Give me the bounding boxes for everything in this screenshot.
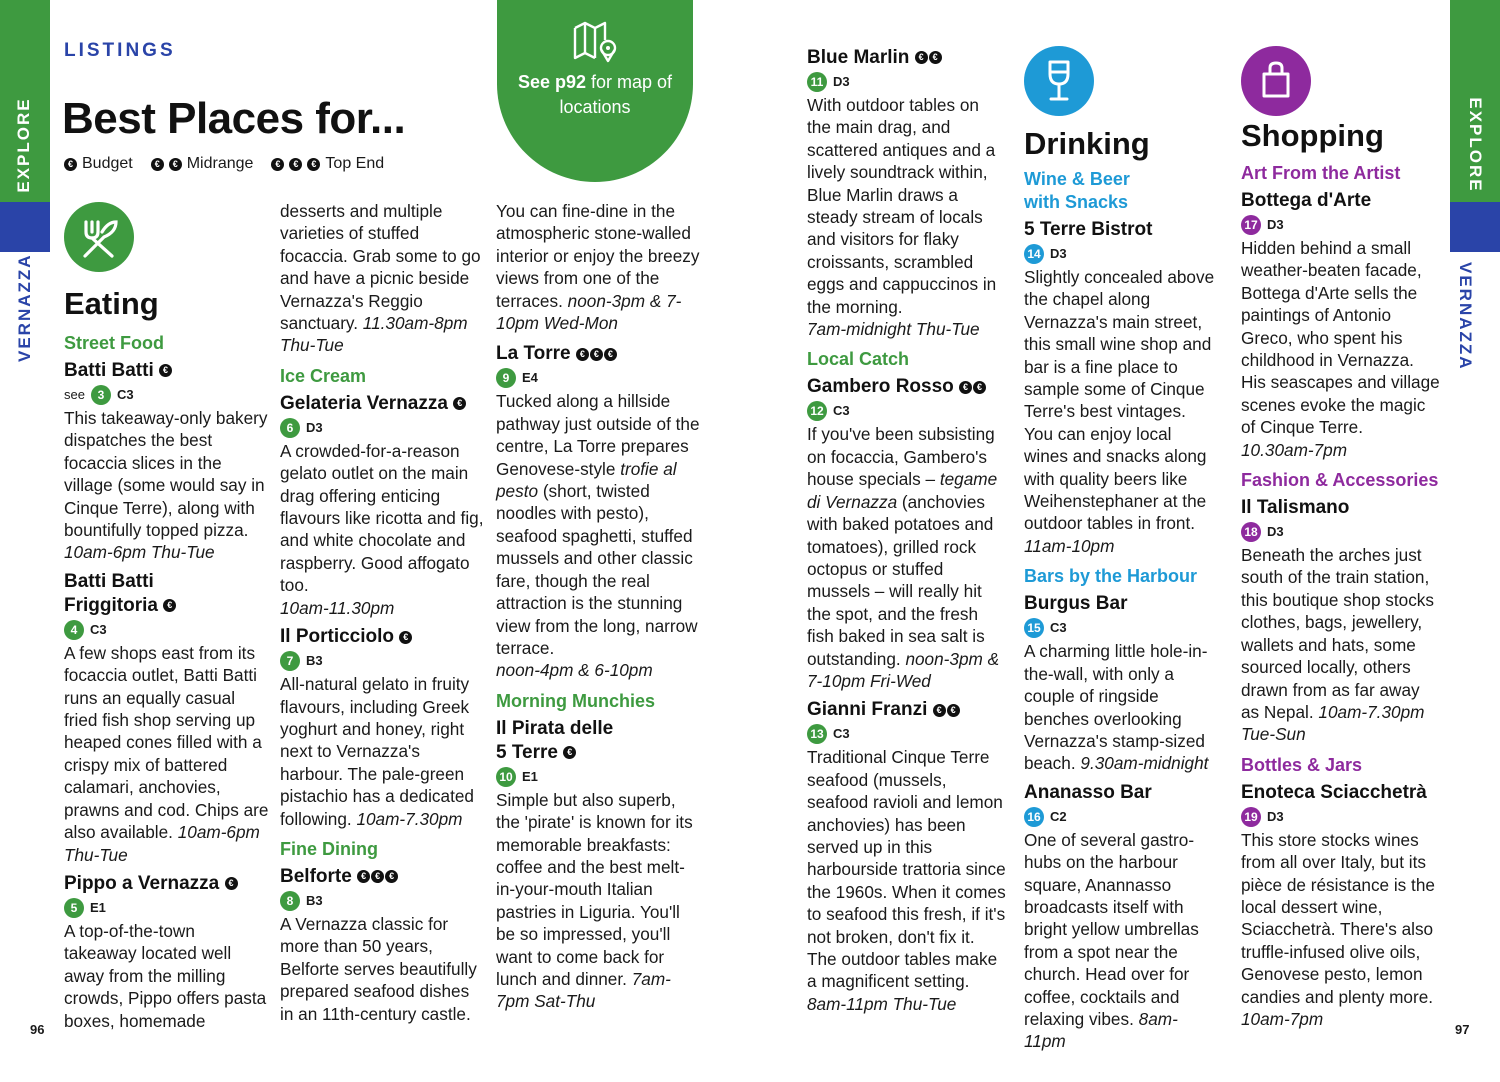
map-ref: 15 C3 [1024,616,1219,640]
map-ref: 8 B3 [280,889,485,913]
listing-desc: A few shops east from its focaccia outlet, Batti Batti runs an equally casual fried fish shop serving up heaped cones filled with a crispy mix of battered calamari, anchovies, prawns and cod. Chips are also available. 10am-6pm Thu-Tue [64,642,269,865]
listing-name[interactable]: Batti Batti Friggitoria € [64,570,269,618]
listing-name[interactable]: La Torre € € € [496,342,701,366]
listing-name[interactable]: Il Talismano [1241,497,1350,519]
map-ref: 14 D3 [1024,242,1219,266]
wine-glass-icon [1024,46,1094,116]
shopping-bag-icon [1241,46,1311,116]
ice-cream-heading: Ice Cream [280,365,367,386]
listing-name[interactable]: Gambero Rosso € € [807,375,1007,399]
fashion-heading: Fashion & Accessories [1241,470,1439,491]
listing-desc: All-natural gelato in fruity flavours, including Greek yoghurt and honey, right next to Vernazza's harbour. The pale-green pistachio has a dedicated following. 10am-7.30pm [280,674,474,829]
map-ref: 16 C2 [1024,805,1219,829]
map-ref: 9 E4 [496,366,701,390]
street-food-heading: Street Food [64,333,165,353]
listing-desc: This store stocks wines from all over Italy, but its pièce de résistance is the local dessert wine, Sciacchetrà. There's also truffle-infused olive oils, Genovese pesto, lemon candies and plenty more. [1241,829,1435,1007]
drinking-title: Drinking [1024,126,1150,161]
listing-name[interactable]: Ananasso Bar [1024,781,1152,803]
price-legend [64,155,384,173]
listing-name[interactable]: Belforte € € € [280,865,485,889]
vernazza-tab-label-right: VERNAZZA [1456,262,1475,371]
map-ref: 10 E1 [496,765,701,789]
column-4 [807,42,1007,1015]
listing-desc: Slightly concealed above the chapel along Vernazza's main street, this small wine shop and bar is a fine place to sample some of Cinque Terre's best vintages. You can enjoy local wines and snacks along with quality beers like Weihenstephaner at the outdoor tables in front. [1024,267,1215,534]
vernazza-tab-marker-left [0,202,50,252]
map-ref: 4 C3 [64,618,269,642]
shopping-title: Shopping [1241,118,1384,153]
listing-desc: With outdoor tables on the main drag, and scattered antiques and a lively soundtrack within, Blue Marlin draws a steady stream of locals and visitors for flaky croissants, scrambled eggs and cappuccinos in the morning. [807,95,997,317]
map-ref: 7 B3 [280,649,485,673]
listing-name[interactable]: Enoteca Sciacchetrà [1241,781,1427,803]
listing-name[interactable]: Bottega d'Arte [1241,190,1372,211]
listing-desc: Traditional Cinque Terre seafood (mussels, seafood ravioli and lemon anchovies) has been served up in this harbourside trattoria since the 1960s. When it comes to seafood this fresh, if it's not broken, don't fix it. The outdoor tables make a magnificent setting. 8am-11pm Thu-Tue [807,747,1006,1014]
listing-hours: noon-4pm & 6-10pm [496,660,653,681]
map-ref: see 3 C3 [64,383,269,407]
explore-tab-label-right: EXPLORE [1466,97,1485,193]
bottles-heading: Bottles & Jars [1241,754,1363,775]
explore-tab-right[interactable] [1450,0,1500,202]
listing-desc: This takeaway-only bakery dispatches the best focaccia slices in the village (some would say in Cinque Terre), along with bountifully topped pizza. [64,408,268,541]
map-ref: 6 D3 [280,416,485,440]
listing-name[interactable]: Blue Marlin € € [807,46,1007,70]
page-number-right: 97 [1455,1022,1470,1037]
listing-desc: Simple but also superb, the 'pirate' is known for its memorable breakfasts: coffee and the best melt-in-your-mouth Italian pastries in Liguria. You'll be so impressed, you'll want to come back for lunch and dinner. 7am-7pm Sat-Thu [496,789,693,1012]
listing-desc: A top-of-the-town takeaway located well away from the milling crowds, Pippo offers pasta boxes, homemade [64,920,267,1031]
column-3 [496,200,701,1013]
local-catch-heading: Local Catch [807,349,910,370]
map-ref: 12 C3 [807,399,1007,423]
map-ref: 5 E1 [64,896,269,920]
fine-dining-heading: Fine Dining [280,838,378,859]
map-callout[interactable] [497,0,693,182]
listing-hours: 11am-10pm [1024,535,1115,556]
listing-name[interactable]: 5 Terre Bistrot [1024,219,1153,240]
column-5 [1024,164,1219,1053]
listing-desc: If you've been subsisting on focaccia, Gambero's house specials – tegame di Vernazza (anchovies with baked potatoes and tomatoes), grilled rock octopus or stuffed mussels – will really hit the spot, and the fresh fish baked in sea salt is outstanding. noon-3pm & 7-10pm Fri-Wed [807,424,1000,691]
listing-hours: 10.30am-7pm [1241,439,1348,460]
listing-hours: 10am-7pm [1241,1008,1324,1029]
listing-hours: 7am-midnight Thu-Tue [807,319,980,340]
listing-name[interactable]: Pippo a Vernazza € [64,872,269,896]
legend-midrange: € € Midrange [151,155,254,173]
listing-name[interactable]: Il Porticciolo € [280,625,485,649]
listing-name[interactable]: Burgus Bar [1024,593,1128,615]
listing-desc: One of several gastro-hubs on the harbour square, Anannasso broadcasts itself with bright yellow umbrellas from a spot near the church. Head over for coffee, cocktails and relaxing vibes. 8am-11pm [1024,829,1199,1052]
map-pin-icon [572,20,618,64]
map-ref: 11 D3 [807,70,1007,94]
map-ref: 18 D3 [1241,520,1441,544]
fork-knife-icon [64,202,134,272]
listing-hours: 10am-11.30pm [280,597,395,618]
listing-desc: You can fine-dine in the atmospheric stone-walled interior or enjoy the breezy views from one of the terraces. noon-3pm & 7-10pm Wed-Mon [496,201,700,334]
page-number-left: 96 [30,1022,45,1037]
explore-tab-left[interactable] [0,0,50,202]
listing-desc: Beneath the arches just south of the train station, this boutique shop stocks clothes, bags, jewellery, wallets and hats, some sourced locally, others drawn from as far away as Nepal. 10am-7.30pm Tue-Sun [1241,545,1434,745]
art-heading: Art From the Artist [1241,163,1401,183]
explore-tab-label: EXPLORE [14,97,33,193]
listing-desc: A crowded-for-a-reason gelato outlet on the main drag offering enticing flavours like ricotta and fig, and white chocolate and raspberry. Good affogato too. [280,440,484,596]
vernazza-tab-marker-right [1450,202,1500,252]
listing-desc: A Vernazza classic for more than 50 years, Belforte serves beautifully prepared seafood dishes in an 11th-century castle. [280,913,477,1024]
vernazza-tab-label-left: VERNAZZA [15,253,34,362]
listing-name[interactable]: Gelateria Vernazza € [280,392,485,416]
listing-desc: Tucked along a hillside pathway just outside of the centre, La Torre prepares Genovese-style trofie al pesto (short, twisted noodles with pesto), seafood spaghetti, stuffed mussels and other classic fare, though the real attraction is the stunning view from the long, narrow terrace. [496,391,700,658]
column-2 [280,200,485,1025]
listing-desc: A charming little hole-in-the-wall, with only a couple of ringside benches overlooking Vernazza's stamp-sized beach. 9.30am-midnight [1024,641,1209,774]
listing-name[interactable]: Il Pirata delle 5 Terre € [496,717,614,763]
listing-desc: desserts and multiple varieties of stuffed focaccia. Grab some to go and have a picnic beside Vernazza's Reggio sanctuary. 11.30am-8pm Thu-Tue [280,201,481,356]
wine-beer-heading: Wine & Beer with Snacks [1024,169,1130,212]
section-label: LISTINGS [64,40,176,61]
listing-name[interactable]: Batti Batti € [64,359,269,383]
legend-budget: € Budget [64,155,133,173]
eating-title: Eating [64,286,159,321]
column-6 [1241,158,1441,1030]
morning-munchies-heading: Morning Munchies [496,690,655,711]
column-1 [64,328,269,1032]
map-ref: 13 C3 [807,722,1007,746]
listing-hours: 10am-6pm Thu-Tue [64,542,215,563]
bars-harbour-heading: Bars by the Harbour [1024,566,1198,587]
listing-desc: Hidden behind a small weather-beaten facade, Bottega d'Arte sells the paintings of Antonio Greco, who spent his childhood in Vernazza. His seascapes and village scenes evoke the magic of Cinque Terre. [1241,238,1440,438]
map-ref: 19 D3 [1241,805,1441,829]
legend-top-end: € € € Top End [271,155,384,173]
listing-name[interactable]: Gianni Franzi € € [807,698,1007,722]
page-title: Best Places for... [62,94,406,143]
map-callout-text: See p92 for map of locations [517,72,673,117]
map-ref: 17 D3 [1241,213,1441,237]
